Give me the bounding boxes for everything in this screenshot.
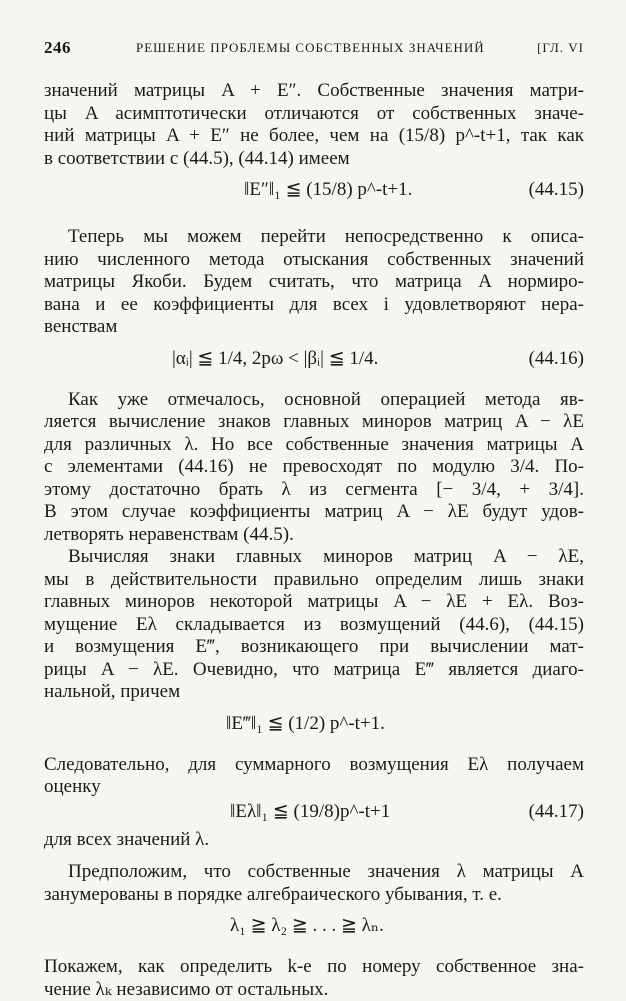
- equation-44-15: [44, 170, 584, 210]
- equation-number: (44.16): [529, 339, 584, 379]
- paragraph-1: [44, 80, 584, 170]
- text-line: значений матрицы A + E″. Собственные значения матри-: [44, 80, 584, 103]
- text-line: рицы A − λE. Очевидно, что матрица E‴ является диаго-: [44, 659, 584, 682]
- page-header: [44, 34, 584, 58]
- text-line: с элементами (44.16) не превосходят по модулю 3/4. По-: [44, 456, 584, 479]
- equation-44-17: [44, 799, 584, 829]
- equation-formula: λ₁ ≧ λ₂ ≧ . . . ≧ λₙ.: [230, 906, 384, 946]
- paragraph-4: [44, 546, 584, 704]
- equation-e-triple-prime: [44, 704, 584, 744]
- equation-formula: ‖E″‖₁ ≦ (15/8) p^-t+1.: [244, 170, 412, 210]
- text-line: главных миноров некоторой матрицы A − λE + Eλ. Воз-: [44, 591, 584, 614]
- paragraph-2: [44, 226, 584, 339]
- equation-44-16: [44, 339, 584, 379]
- running-title: РЕШЕНИЕ ПРОБЛЕМЫ СОБСТВЕННЫХ ЗНАЧЕНИЙ: [136, 40, 485, 56]
- equation-formula: ‖Eλ‖₁ ≦ (19/8)p^-t+1: [230, 799, 390, 825]
- paragraph-6: [44, 829, 584, 852]
- text-line: Вычисляя знаки главных миноров матриц A − λE,: [44, 546, 584, 569]
- paragraph-8: [44, 956, 584, 1001]
- equation-eigenvalue-order: [44, 906, 584, 946]
- text-line: матрицы Якоби. Будем считать, что матрица A нормиро-: [44, 271, 584, 294]
- text-line: Покажем, как определить k-е по номеру собственное зна-: [44, 956, 584, 979]
- equation-formula: ‖E‴‖₁ ≦ (1/2) p^-t+1.: [226, 704, 385, 744]
- text-line: и возмущения E‴, возникающего при вычислении мат-: [44, 636, 584, 659]
- text-line: нию численного метода отыскания собственных значений: [44, 249, 584, 272]
- text-line: вана и ее коэффициенты для всех i удовлетворяют нера-: [44, 294, 584, 317]
- text-line: в соответствии с (44.5), (44.14) имеем: [44, 148, 584, 171]
- text-line: для различных λ. Но все собственные значения матрицы A: [44, 434, 584, 457]
- text-line: Как уже отмечалось, основной операцией метода яв-: [44, 389, 584, 412]
- paragraph-7: [44, 861, 584, 906]
- text-line: Теперь мы можем перейти непосредственно к описа-: [44, 226, 584, 249]
- page-number: 246: [44, 38, 71, 58]
- text-line: чение λₖ независимо от остальных.: [44, 979, 584, 1001]
- equation-formula: |αᵢ| ≦ 1/4, 2pω < |βᵢ| ≦ 1/4.: [172, 339, 378, 379]
- text-line: занумерованы в порядке алгебраического убывания, т. е.: [44, 884, 584, 907]
- text-line: мущение Eλ складывается из возмущений (44.6), (44.15): [44, 614, 584, 637]
- text-line: Следовательно, для суммарного возмущения Eλ получаем: [44, 754, 584, 777]
- paragraph-5: [44, 754, 584, 799]
- text-line: оценку: [44, 776, 584, 799]
- text-line: Предположим, что собственные значения λ матрицы A: [44, 861, 584, 884]
- text-line: В этом случае коэффициенты матриц A − λE будут удов-: [44, 501, 584, 524]
- equation-number: (44.15): [529, 170, 584, 210]
- text-line: мы в действительности правильно определим лишь знаки: [44, 569, 584, 592]
- chapter-label: [ГЛ. VI: [537, 40, 584, 56]
- text-line: нальной, причем: [44, 681, 584, 704]
- equation-number: (44.17): [529, 799, 584, 825]
- text-line: ляется вычисление знаков главных миноров матриц A − λE: [44, 411, 584, 434]
- text-line: летворять неравенствам (44.5).: [44, 524, 584, 547]
- text-line: цы A асимптотически отличаются от собственных значе-: [44, 103, 584, 126]
- text-line: венствам: [44, 316, 584, 339]
- paragraph-3: [44, 389, 584, 547]
- text-line: для всех значений λ.: [44, 829, 584, 852]
- book-page: [44, 34, 584, 1001]
- text-line: этому достаточно брать λ из сегмента [− 3/4, + 3/4].: [44, 479, 584, 502]
- text-line: ний матрицы A + E″ не более, чем на (15/8) p^-t+1, так как: [44, 125, 584, 148]
